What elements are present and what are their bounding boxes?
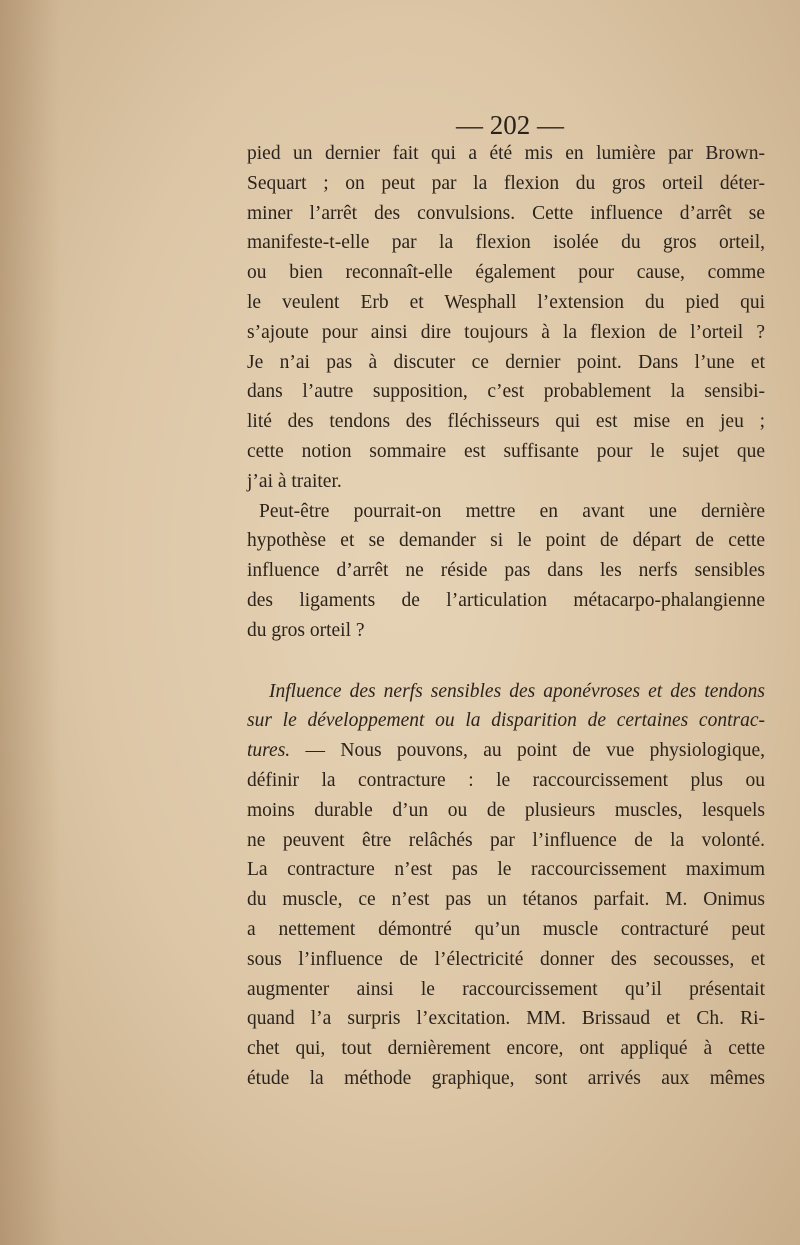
text-line: hypothèse et se demander si le point de départ de cette (247, 530, 765, 552)
text-line: a nettement démontré qu’un muscle contracturé peut (247, 918, 765, 940)
text-line: chet qui, tout dernièrement encore, ont appliqué à cette (247, 1038, 765, 1060)
text-line: La contracture n’est pas le raccourcissement maximum (247, 859, 765, 881)
text-line: Je n’ai pas à discuter ce dernier point. Dans l’une et (247, 351, 765, 373)
page-shadow (0, 0, 60, 1245)
body-text (247, 139, 765, 1094)
section-heading-line: sur le développement ou la disparition de certaines contrac- (247, 710, 765, 732)
text-line: augmenter ainsi le raccourcissement qu’il présentait (247, 978, 765, 1000)
text-line: s’ajoute pour ainsi dire toujours à la flexion de l’orteil ? (247, 321, 765, 343)
text-line: manifeste-t-elle par la flexion isolée du gros orteil, (247, 232, 765, 254)
text-line: cette notion sommaire est suffisante pour le sujet que (247, 440, 765, 462)
text-line: étude la méthode graphique, sont arrivés aux mêmes (247, 1067, 765, 1089)
text-line: j’ai à traiter. (247, 470, 342, 492)
text-line: ne peuvent être relâchés par l’influence de la volonté. (247, 829, 765, 851)
text-line: ou bien reconnaît-elle également pour cause, comme (247, 262, 765, 284)
text-fragment: — Nous pouvons, au point de vue physiologique, (305, 740, 766, 762)
text-line: des ligaments de l’articulation métacarpo-phalangienne (247, 589, 765, 611)
section-heading-line: Influence des nerfs sensibles des aponévroses et des tendons (269, 680, 765, 702)
text-line: quand l’a surpris l’excitation. MM. Brissaud et Ch. Ri- (247, 1008, 765, 1030)
text-line: Peut-être pourrait-on mettre en avant une dernière (259, 500, 765, 522)
text-line: influence d’arrêt ne réside pas dans les nerfs sensibles (247, 560, 765, 582)
text-line: du gros orteil ? (247, 619, 365, 641)
text-line: lité des tendons des fléchisseurs qui est mise en jeu ; (247, 411, 765, 433)
text-line: Sequart ; on peut par la flexion du gros orteil déter- (247, 172, 765, 194)
text-line: du muscle, ce n’est pas un tétanos parfait. M. Onimus (247, 889, 765, 911)
section-heading-line: tures. (247, 740, 291, 762)
paragraph-gap (247, 646, 765, 677)
text-line: moins durable d’un ou de plusieurs muscles, lesquels (247, 799, 765, 821)
page-number: — 202 — (456, 110, 564, 140)
text-line: définir la contracture : le raccourcissement plus ou (247, 769, 765, 791)
text-line: sous l’influence de l’électricité donner des secousses, et (247, 948, 765, 970)
text-line: le veulent Erb et Wesphall l’extension du pied qui (247, 291, 765, 313)
text-line: miner l’arrêt des convulsions. Cette influence d’arrêt se (247, 202, 765, 224)
text-line: pied un dernier fait qui a été mis en lumière par Brown- (247, 143, 765, 164)
text-line (247, 736, 765, 766)
text-line: dans l’autre supposition, c’est probablement la sensibi- (247, 381, 765, 403)
